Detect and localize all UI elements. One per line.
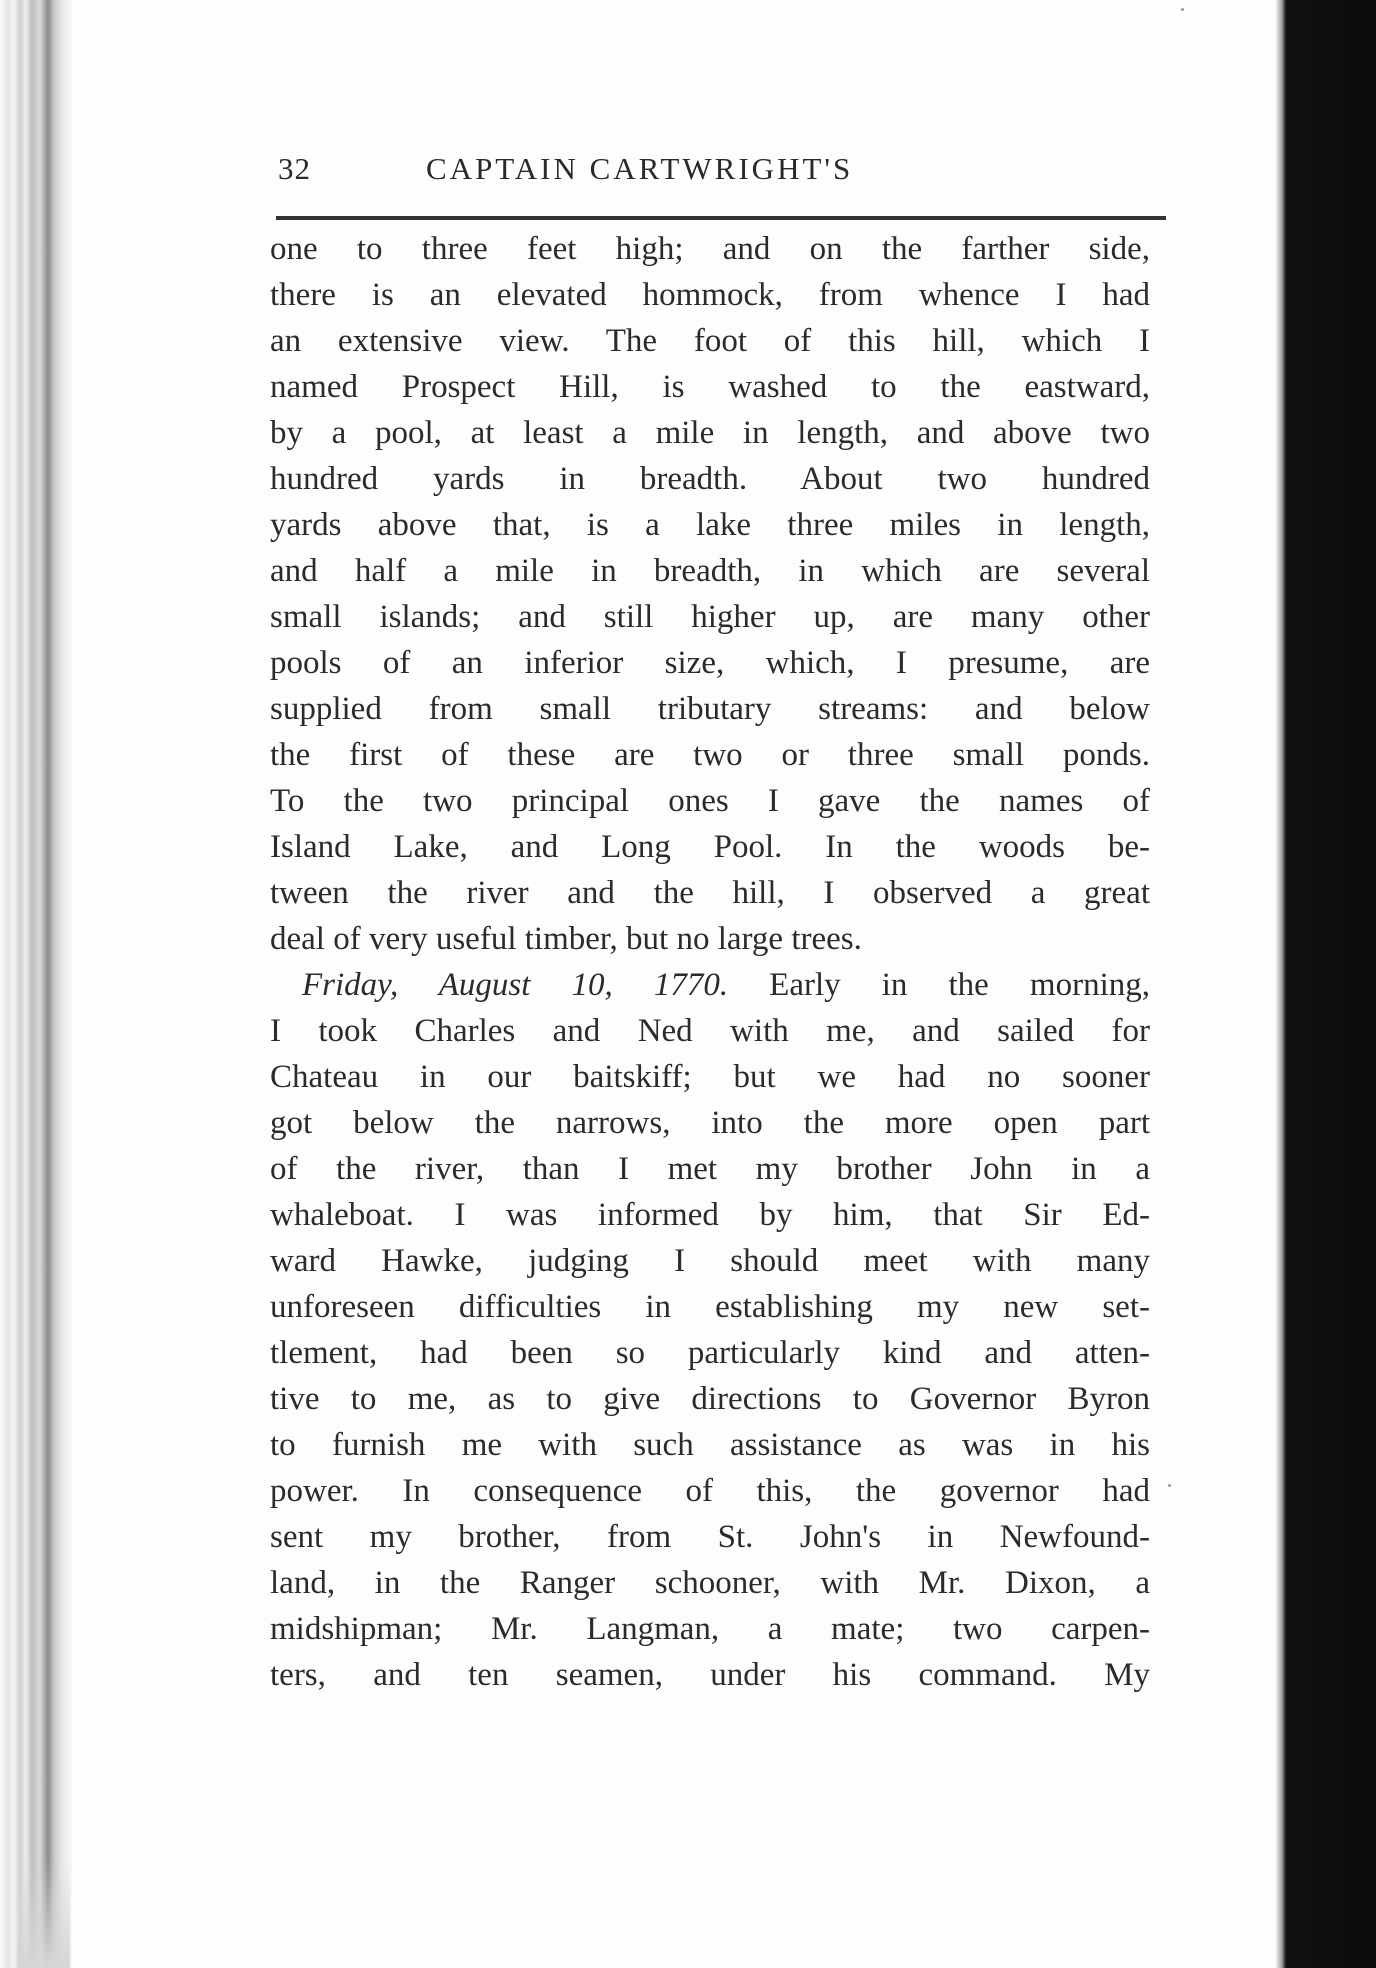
text-line: sent my brother, from St. John's in Newfound- bbox=[270, 1519, 1150, 1555]
text-line: I took Charles and Ned with me, and sailed for bbox=[270, 1013, 1150, 1049]
text-line: tween the river and the hill, I observed a great bbox=[270, 875, 1150, 911]
text-line: land, in the Ranger schooner, with Mr. Dixon, a bbox=[270, 1565, 1150, 1601]
text-line: to furnish me with such assistance as was in his bbox=[270, 1427, 1150, 1463]
text-line: supplied from small tributary streams: and below bbox=[270, 691, 1150, 727]
header-rule bbox=[276, 216, 1166, 220]
text-line: of the river, than I met my brother John in a bbox=[270, 1151, 1150, 1187]
text-line: tive to me, as to give directions to Governor Byron bbox=[270, 1381, 1150, 1417]
text-line: power. In consequence of this, the governor had bbox=[270, 1473, 1150, 1509]
text-line: there is an elevated hommock, from whence I had bbox=[270, 277, 1150, 313]
text-line: deal of very useful timber, but no large trees. bbox=[270, 921, 862, 957]
text-line: the first of these are two or three small ponds. bbox=[270, 737, 1150, 773]
text-line: Chateau in our baitskiff; but we had no sooner bbox=[270, 1059, 1150, 1095]
text-line: midshipman; Mr. Langman, a mate; two carpen- bbox=[270, 1611, 1150, 1647]
book-spine-shadow bbox=[20, 1860, 70, 1968]
date-line bbox=[270, 962, 1150, 1008]
paper-speck bbox=[1181, 8, 1184, 11]
text-line: by a pool, at least a mile in length, and above two bbox=[270, 415, 1150, 451]
text-line: one to three feet high; and on the farther side, bbox=[270, 231, 1150, 267]
text-line: Island Lake, and Long Pool. In the woods be- bbox=[270, 829, 1150, 865]
text-line: ters, and ten seamen, under his command. My bbox=[270, 1657, 1150, 1693]
running-head: CAPTAIN CARTWRIGHT'S bbox=[426, 151, 854, 186]
text-line: got below the narrows, into the more open part bbox=[270, 1105, 1150, 1141]
text-line: whaleboat. I was informed by him, that Sir Ed- bbox=[270, 1197, 1150, 1233]
page-number: 32 bbox=[278, 151, 311, 186]
text-line: named Prospect Hill, is washed to the eastward, bbox=[270, 369, 1150, 405]
text-line: yards above that, is a lake three miles in length, bbox=[270, 507, 1150, 543]
date-heading: Friday, August 10, 1770. bbox=[302, 967, 729, 1003]
text-line: To the two principal ones I gave the names of bbox=[270, 783, 1150, 819]
text-line: ward Hawke, judging I should meet with many bbox=[270, 1243, 1150, 1279]
paper-speck bbox=[1168, 1484, 1171, 1487]
text-line: unforeseen difficulties in establishing my new set- bbox=[270, 1289, 1150, 1325]
book-spine-edge bbox=[0, 0, 72, 1968]
text-line: pools of an inferior size, which, I presume, are bbox=[270, 645, 1150, 681]
text-line: tlement, had been so particularly kind and atten- bbox=[270, 1335, 1150, 1371]
date-line-rest: Early in the morning, bbox=[728, 967, 1150, 1003]
body-text bbox=[270, 226, 1150, 1698]
text-line: hundred yards in breadth. About two hundred bbox=[270, 461, 1150, 497]
text-line: an extensive view. The foot of this hill, which I bbox=[270, 323, 1150, 359]
page-header bbox=[278, 146, 1166, 192]
facing-page-edge bbox=[1276, 0, 1376, 1968]
text-line: small islands; and still higher up, are many other bbox=[270, 599, 1150, 635]
text-line: and half a mile in breadth, in which are several bbox=[270, 553, 1150, 589]
